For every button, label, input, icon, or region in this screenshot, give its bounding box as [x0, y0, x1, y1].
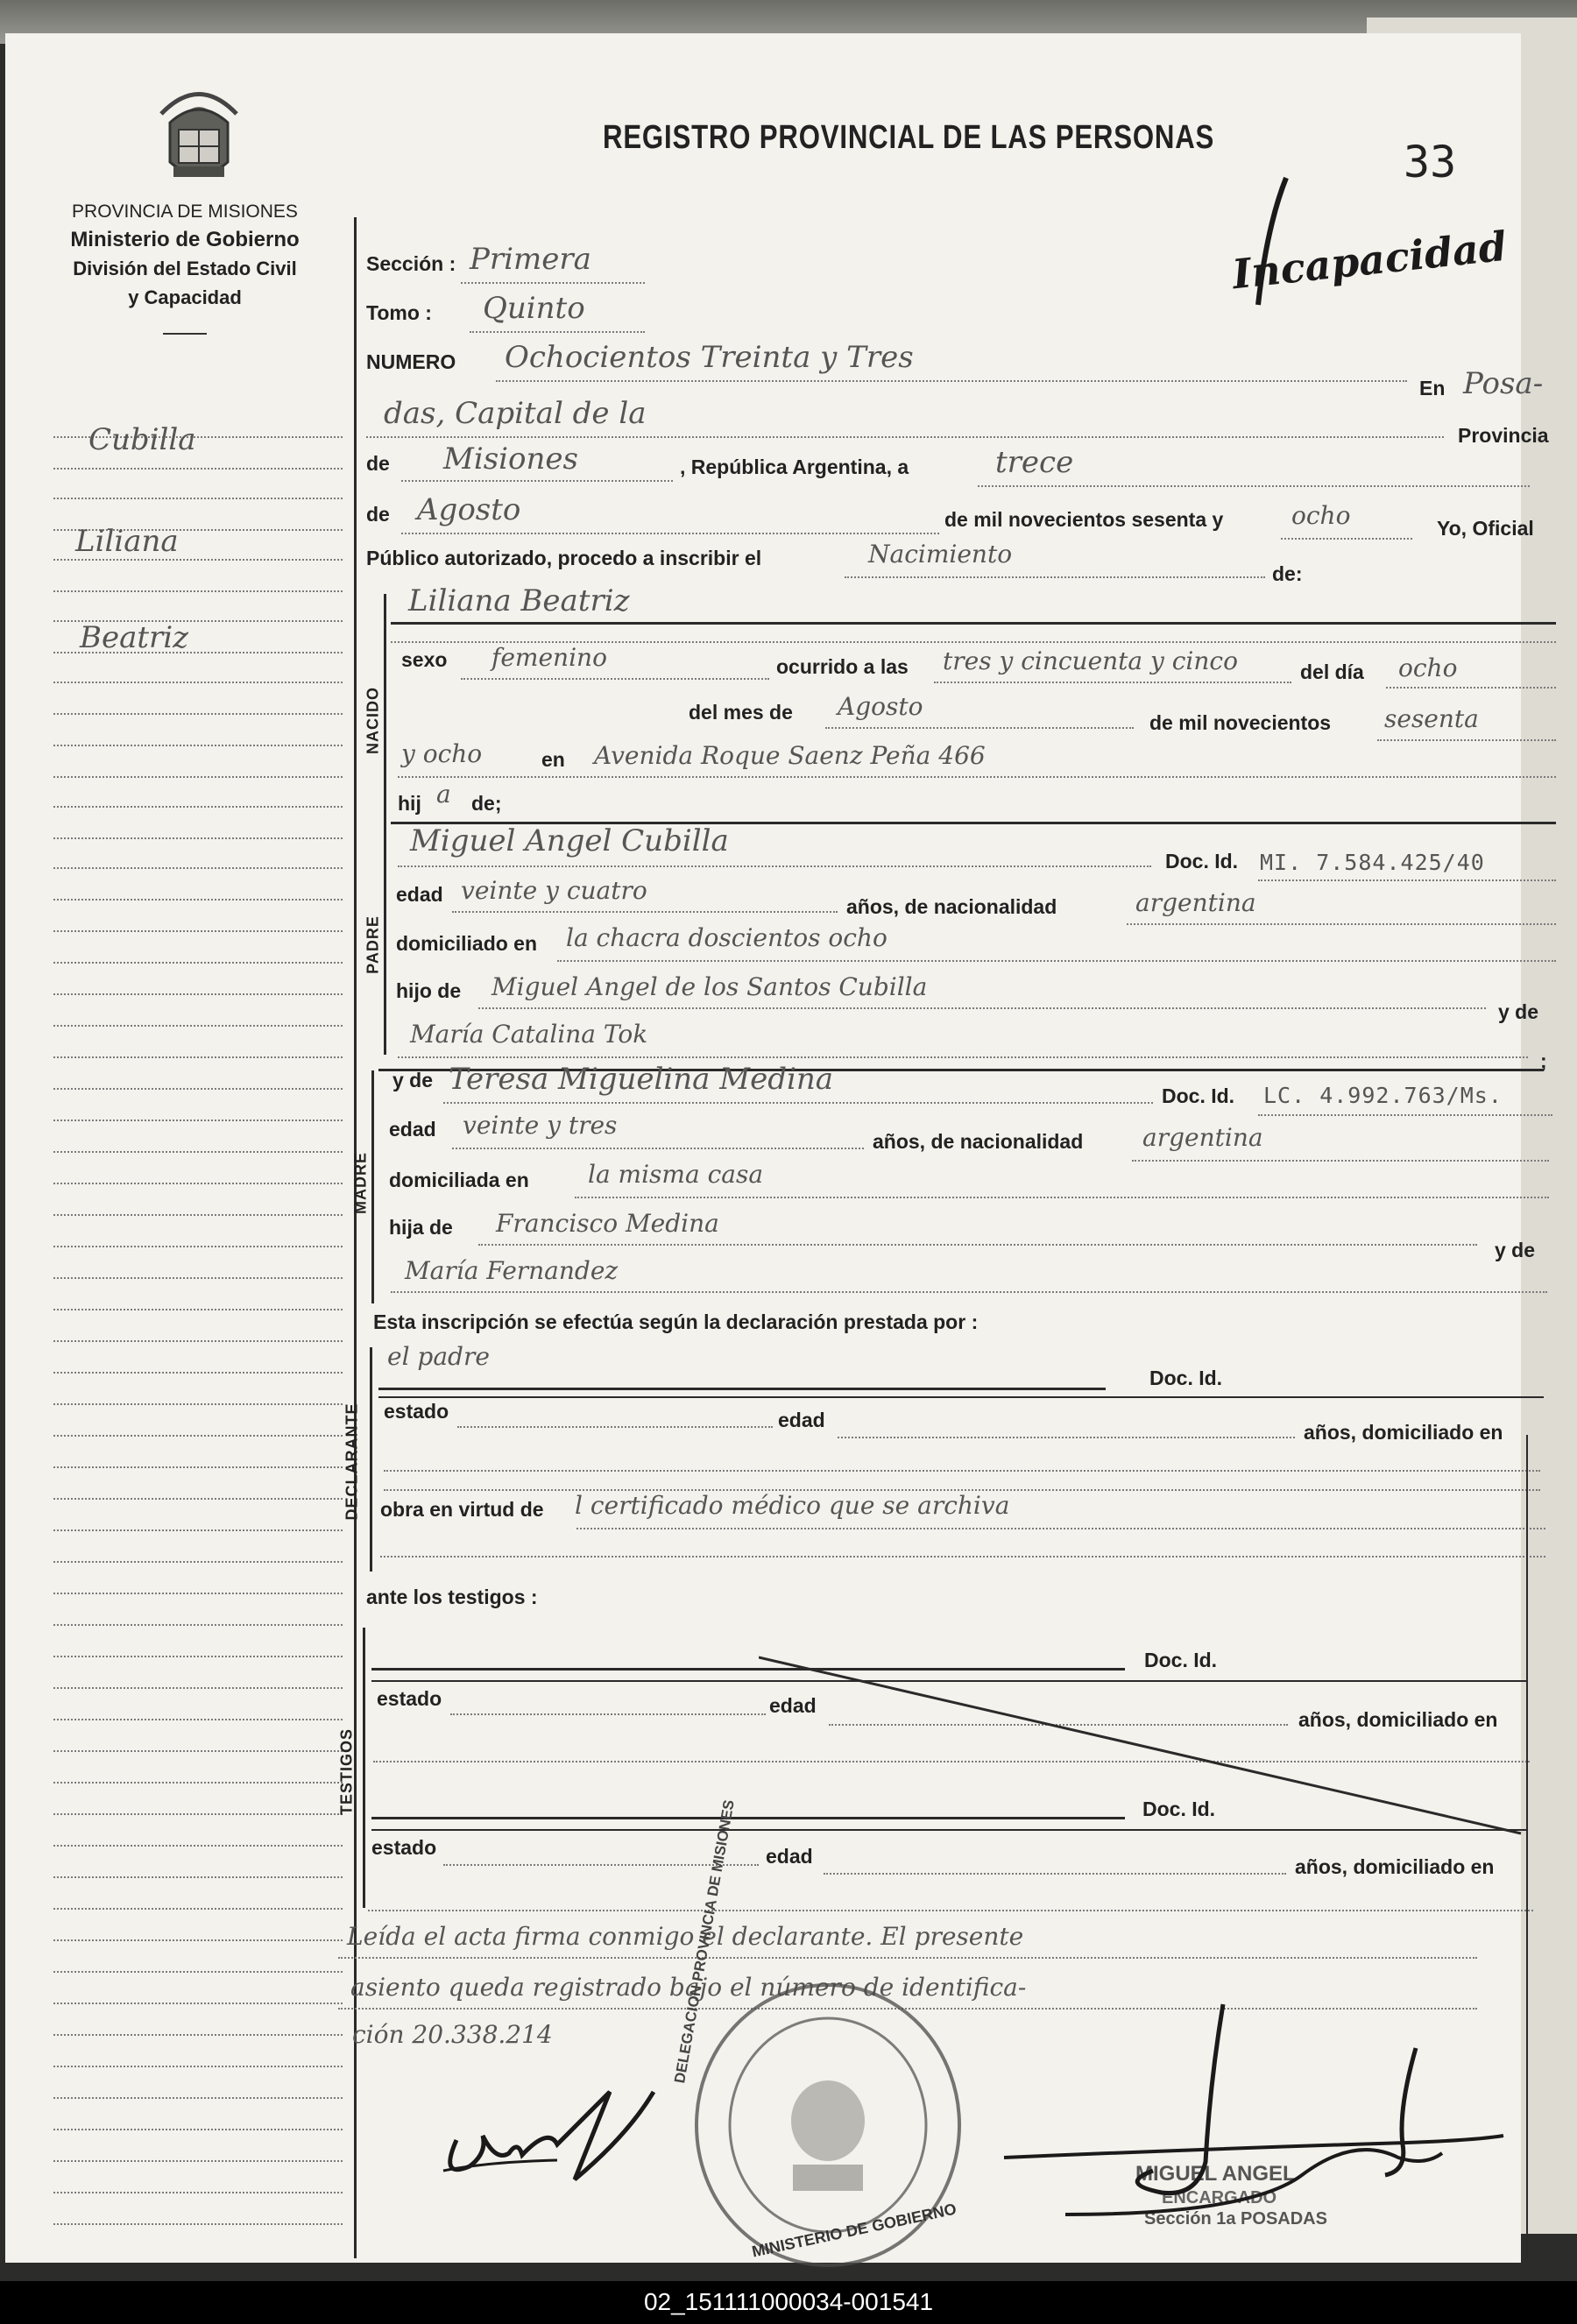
de-semi-label: de; — [471, 792, 502, 815]
division-label: División del Estado Civil — [73, 258, 297, 279]
margin-line — [53, 1624, 343, 1626]
official-signature — [987, 1996, 1512, 2241]
anio-line — [1281, 538, 1412, 540]
margin-line — [53, 2097, 343, 2099]
archive-footer — [0, 2281, 1577, 2324]
margin-line — [53, 1435, 343, 1437]
testigo1-estado-label: estado — [377, 1687, 442, 1710]
margin-line — [53, 1750, 343, 1752]
testigo2-estado-label: estado — [371, 1836, 437, 1859]
padre-edad-label: edad — [396, 883, 443, 906]
margin-line — [53, 1529, 343, 1531]
madre-nombre-line — [443, 1102, 1153, 1104]
madre-edad-label: edad — [389, 1118, 436, 1141]
padre-y-de-label: y de — [1498, 1000, 1539, 1023]
padre-hijo-de-label: hijo de — [396, 979, 462, 1002]
margin-line — [53, 1498, 343, 1500]
padre-madre-value: María Catalina Tok — [410, 1020, 648, 1049]
madre-y-de-label: y de — [392, 1069, 434, 1091]
padre-doc-line — [1258, 879, 1556, 881]
child-name-line — [391, 622, 1556, 625]
margin-line — [53, 1246, 343, 1247]
declarante-dom-line — [384, 1470, 1540, 1472]
padre-nombre-line — [398, 865, 1151, 867]
madre-y-de-label-2: y de — [1495, 1239, 1536, 1261]
mil-sesenta-label: de mil novecientos sesenta y — [944, 508, 1224, 531]
obra-line — [576, 1528, 1545, 1529]
tomo-line — [470, 331, 645, 333]
official-title: ENCARGADO — [1162, 2188, 1277, 2207]
margin-second-name: Beatriz — [80, 620, 189, 655]
padre-hijo-de-value: Miguel Angel de los Santos Cubilla — [491, 972, 928, 1001]
closing-line-2: asiento queda registrado bajo el número de identifica- — [350, 1973, 1027, 2002]
acto-value: Nacimiento — [868, 540, 1013, 569]
declarante-anos-label: años, domiciliado en — [1304, 1421, 1503, 1444]
margin-line — [53, 1719, 343, 1720]
nacido-bracket — [384, 594, 386, 839]
madre-doc-label: Doc. Id. — [1162, 1084, 1235, 1107]
margin-line — [53, 1939, 343, 1941]
margin-line — [53, 1183, 343, 1184]
margin-first-name: Liliana — [75, 524, 179, 559]
testigo2-edad-line — [824, 1873, 1286, 1875]
numero-line — [496, 380, 1407, 382]
padre-nac-value: argentina — [1135, 888, 1256, 917]
margin-line — [53, 1466, 343, 1468]
padre-nombre: Miguel Angel Cubilla — [410, 823, 729, 858]
hora-value: tres y cincuenta y cinco — [943, 646, 1238, 675]
tomo-value: Quinto — [483, 291, 585, 326]
dia-nac-line — [1386, 687, 1556, 689]
child-name: Liliana Beatriz — [408, 583, 630, 618]
province-label: PROVINCIA DE MISIONES — [72, 201, 298, 222]
de2-label: de — [366, 503, 390, 526]
madre-edad-line — [452, 1148, 864, 1149]
padre-madre-line — [398, 1056, 1528, 1058]
sexo-value: femenino — [491, 643, 607, 672]
margin-line — [53, 993, 343, 995]
margin-line — [53, 2066, 343, 2067]
lugar-value: Avenida Roque Saenz Peña 466 — [594, 741, 986, 770]
margin-line — [53, 559, 343, 561]
margin-line — [53, 2223, 343, 2225]
madre-nac-line — [1132, 1160, 1549, 1162]
margin-line — [53, 899, 343, 901]
padre-doc-label: Doc. Id. — [1165, 850, 1239, 872]
testigos-intro: ante los testigos : — [366, 1586, 538, 1608]
margin-line — [53, 1309, 343, 1310]
division-label-2: y Capacidad — [128, 286, 242, 308]
madre-hija-de-label: hija de — [389, 1216, 453, 1239]
obra-line-2 — [380, 1556, 1545, 1558]
margin-line — [53, 806, 343, 808]
madre-hija-de-value: Francisco Medina — [496, 1209, 719, 1238]
padre-doc-value: MI. 7.584.425/40 — [1260, 850, 1485, 875]
margin-line — [53, 1813, 343, 1815]
dia-nac-value: ocho — [1398, 653, 1458, 682]
margin-line — [53, 682, 343, 683]
margin-line — [53, 1782, 343, 1784]
margin-line — [53, 867, 343, 869]
del-dia-label: del día — [1300, 660, 1364, 683]
margin-line — [53, 1120, 343, 1121]
hij-suffix: a — [436, 780, 451, 809]
margin-line — [53, 1593, 343, 1594]
declarante-rule — [378, 1396, 1544, 1398]
en-label: En — [1419, 377, 1446, 399]
testigo2-anos-label: años, domiciliado en — [1295, 1855, 1495, 1878]
margin-line — [53, 1656, 343, 1657]
margin-line — [53, 2003, 343, 2004]
testigo2-edad-label: edad — [766, 1845, 813, 1868]
dia-value: trece — [995, 445, 1074, 480]
madre-label: MADRE — [351, 1152, 370, 1214]
margin-line — [53, 590, 343, 592]
official-section: Sección 1a POSADAS — [1144, 2209, 1327, 2229]
header-dash — [163, 333, 207, 335]
madre-anos-label: años, de nacionalidad — [873, 1130, 1084, 1153]
inscripcion-label: Esta inscripción se efectúa según la declaración prestada por : — [373, 1310, 979, 1333]
mes-value: Agosto — [417, 492, 521, 527]
margin-line — [53, 2034, 343, 2036]
madre-doc-line — [1258, 1114, 1552, 1116]
margin-line — [53, 962, 343, 964]
padre-hijo-de-line — [478, 1007, 1486, 1009]
margin-surname: Cubilla — [88, 422, 196, 457]
seal-outer-text: DELEGACION PROVINCIA DE MISIONES — [671, 1798, 738, 2085]
testigo1-anos-label: años, domiciliado en — [1298, 1708, 1498, 1731]
de-mil-label: de mil novecientos — [1149, 711, 1332, 734]
del-mes-label: del mes de — [689, 701, 793, 724]
sexo-label: sexo — [401, 648, 448, 671]
margin-line — [53, 1340, 343, 1342]
testigo2-doc-label: Doc. Id. — [1142, 1798, 1216, 1820]
padre-anos-label: años, de nacionalidad — [846, 895, 1057, 918]
provincia-line — [401, 480, 673, 482]
padre-edad-value: veinte y cuatro — [461, 876, 647, 905]
seccion-value: Primera — [470, 242, 591, 277]
margin-line — [53, 1561, 343, 1563]
declarante-value: el padre — [387, 1342, 490, 1371]
margin-line — [53, 2129, 343, 2130]
dia-line — [978, 485, 1530, 487]
closing-line-1: Leída el acta firma conmigo el declarante. El presente — [347, 1922, 1024, 1951]
margin-line — [53, 1277, 343, 1279]
madre-bracket — [371, 1070, 374, 1303]
obra-value: l certificado médico que se archiva — [575, 1491, 1010, 1520]
declarante-bracket — [370, 1347, 372, 1572]
margin-line — [53, 2160, 343, 2162]
anio-nac-value-2: y ocho — [401, 739, 483, 768]
form-right-border — [1526, 1435, 1528, 2258]
madre-doc-value: LC. 4.992.763/Ms. — [1263, 1083, 1503, 1108]
declarante-doc-label: Doc. Id. — [1149, 1367, 1223, 1389]
margin-line — [53, 1876, 343, 1878]
republica-label: , República Argentina, a — [680, 456, 909, 478]
seccion-line — [461, 282, 645, 284]
semicolon: ; — [1540, 1049, 1547, 1072]
declarante-edad-line — [838, 1437, 1295, 1438]
numero-label: NUMERO — [366, 350, 456, 373]
testigo1-edad-label: edad — [769, 1694, 817, 1717]
nacido-label: NACIDO — [364, 687, 382, 754]
testigos-label: TESTIGOS — [337, 1728, 356, 1816]
margin-line — [53, 468, 343, 470]
testigo1-doc-label: Doc. Id. — [1144, 1649, 1218, 1671]
place-continuation: das, Capital de la — [384, 396, 647, 431]
testigos-cancel-stroke — [759, 1654, 1530, 1838]
lugar-line — [398, 776, 1556, 778]
yo-oficial-label: Yo, Oficial — [1437, 517, 1534, 540]
margin-line — [53, 745, 343, 746]
declarante-estado-line — [457, 1426, 773, 1428]
coat-of-arms-emblem — [144, 79, 254, 187]
closing-line-3: ción 20.338.214 — [352, 2020, 553, 2049]
padre-edad-line — [452, 911, 838, 913]
margin-line — [53, 1971, 343, 1973]
provincia-label: Provincia — [1458, 424, 1549, 447]
incapacidad-annotation: Incapacidad — [1230, 222, 1510, 299]
en2-label: en — [541, 748, 565, 771]
padre-bracket — [384, 827, 386, 1055]
margin-line — [53, 713, 343, 715]
ocurrido-label: ocurrido a las — [776, 655, 909, 678]
margin-line — [53, 1687, 343, 1689]
anio-value: ocho — [1291, 501, 1351, 530]
testigo2-dom-line — [368, 1910, 1533, 1911]
place-value: Posa- — [1463, 366, 1544, 401]
margin-line — [53, 1403, 343, 1405]
madre-madre-line — [391, 1291, 1547, 1293]
hora-line — [934, 682, 1291, 683]
margin-line — [53, 1088, 343, 1090]
annotation-stroke — [1241, 173, 1293, 322]
hij-label: hij — [398, 792, 421, 815]
de-colon-label: de: — [1272, 562, 1303, 585]
margin-line — [53, 1151, 343, 1153]
seal-bottom-text: MINISTERIO DE GOBIERNO — [750, 2200, 958, 2261]
madre-madre-value: María Fernandez — [405, 1256, 619, 1285]
numero-value: Ochocientos Treinta y Tres — [505, 340, 914, 375]
margin-line — [53, 1372, 343, 1374]
margin-line — [53, 1214, 343, 1216]
testigo1-estado-line — [450, 1713, 766, 1715]
margin-line — [53, 498, 343, 499]
madre-dom-value: la misma casa — [588, 1160, 764, 1189]
anio-nac-value-1: sesenta — [1384, 704, 1479, 733]
madre-dom-label: domiciliada en — [389, 1169, 529, 1191]
mes-nac-line — [825, 727, 1134, 729]
margin-line — [53, 776, 343, 778]
declarante-line — [378, 1388, 1106, 1390]
obra-label: obra en virtud de — [380, 1498, 544, 1521]
padre-label: PADRE — [364, 915, 382, 974]
mes-line — [401, 533, 939, 534]
act-number: 33 — [1404, 137, 1457, 187]
seccion-label: Sección : — [366, 252, 456, 275]
official-name: MIGUEL ANGEL — [1135, 2162, 1296, 2186]
padre-dom-line — [557, 960, 1556, 962]
madre-nac-value: argentina — [1142, 1123, 1263, 1152]
margin-line — [53, 1056, 343, 1058]
madre-hija-de-line — [478, 1244, 1477, 1246]
padre-dom-value: la chacra doscientos ocho — [566, 923, 888, 952]
margin-line — [53, 1025, 343, 1027]
margin-line — [53, 930, 343, 932]
acto-line — [845, 576, 1265, 578]
publico-label: Público autorizado, procedo a inscribir el — [366, 547, 762, 569]
sexo-line — [461, 678, 769, 680]
madre-nombre: Teresa Miguelina Medina — [449, 1062, 833, 1097]
archive-id: 02_151111000034-001541 — [643, 2288, 934, 2315]
margin-line — [53, 837, 343, 839]
ministry-label: Ministerio de Gobierno — [70, 228, 300, 251]
declarante-signature — [435, 2057, 662, 2188]
margin-line — [53, 1845, 343, 1847]
anio-nac-line — [1377, 739, 1556, 741]
declarante-label: DECLARANTE — [343, 1402, 361, 1521]
margin-line — [53, 2192, 343, 2193]
testigos-bracket — [363, 1628, 365, 1908]
margin-line — [53, 1908, 343, 1910]
register-page — [5, 33, 1549, 2263]
padre-nac-line — [1127, 923, 1556, 925]
closing-rule-1 — [338, 1957, 1477, 1959]
mes-nac-value: Agosto — [838, 692, 923, 721]
padre-dom-label: domiciliado en — [396, 932, 538, 955]
madre-dom-line — [575, 1197, 1549, 1198]
de-label: de — [366, 452, 390, 475]
place-line — [366, 436, 1444, 438]
declarante-edad-label: edad — [778, 1409, 825, 1431]
declarante-estado-label: estado — [384, 1400, 449, 1423]
madre-edad-value: veinte y tres — [463, 1111, 618, 1140]
tomo-label: Tomo : — [366, 301, 432, 324]
provincia-value: Misiones — [443, 441, 578, 477]
register-title: REGISTRO PROVINCIAL DE LAS PERSONAS — [603, 119, 1215, 156]
